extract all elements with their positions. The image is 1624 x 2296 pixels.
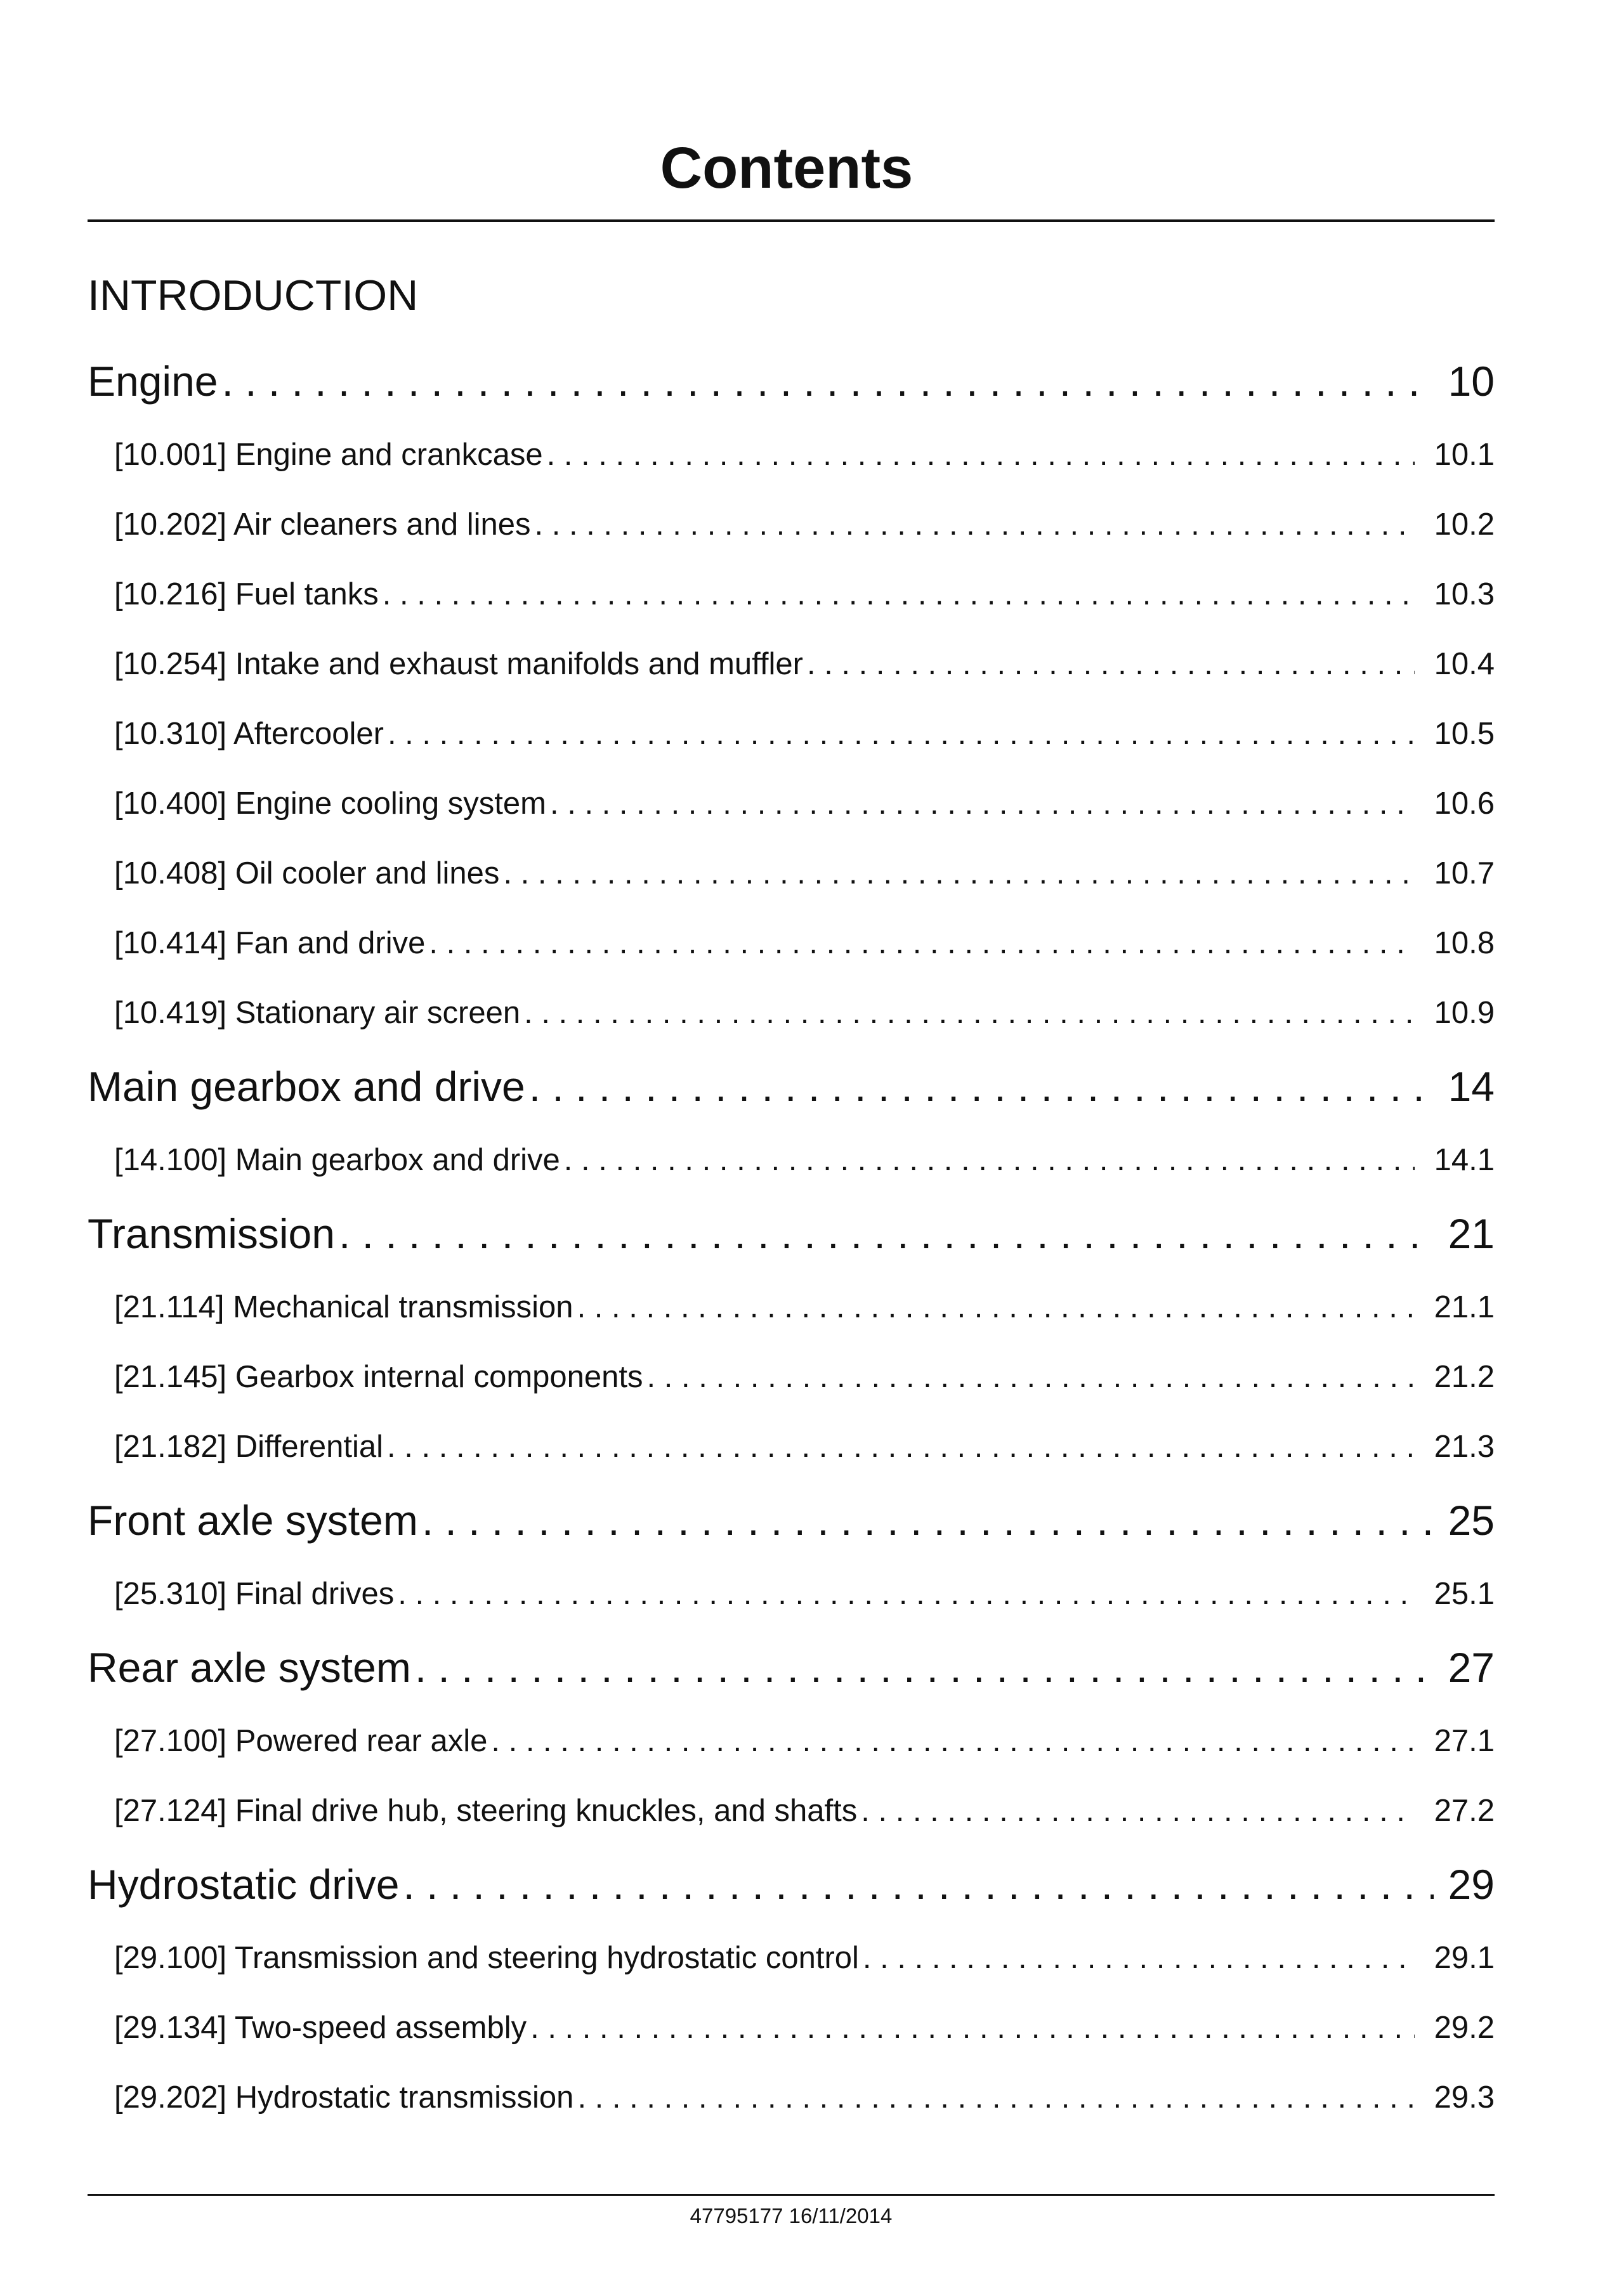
toc-item-entry[interactable]	[88, 1125, 1495, 1195]
header-rule	[88, 219, 1495, 222]
dot-leader	[564, 1125, 1415, 1195]
toc-item-title: [10.001] Engine and crankcase	[114, 438, 543, 472]
toc-section-entry[interactable]	[88, 1195, 1495, 1272]
toc-item-page: 10.4	[1434, 647, 1495, 681]
toc-section-title: Main gearbox and drive	[88, 1063, 525, 1110]
toc-section-entry[interactable]	[88, 342, 1495, 420]
toc-item-title: [10.254] Intake and exhaust manifolds and muffler	[114, 647, 803, 681]
toc-item-page: 25.1	[1434, 1577, 1495, 1611]
dot-leader	[647, 1342, 1415, 1412]
dot-leader	[524, 978, 1415, 1048]
toc-item-title: [29.134] Two-speed assembly	[114, 2011, 527, 2045]
toc-item-title: [21.114] Mechanical transmission	[114, 1290, 573, 1324]
dot-leader	[547, 420, 1415, 490]
dot-leader	[388, 699, 1415, 769]
toc-item-entry[interactable]	[88, 1776, 1495, 1846]
toc-item-page: 10.8	[1434, 926, 1495, 960]
toc-item-title: [29.202] Hydrostatic transmission	[114, 2080, 574, 2115]
dot-leader	[534, 490, 1415, 559]
dot-leader	[550, 769, 1415, 838]
toc-section-page: 21	[1448, 1210, 1495, 1257]
toc-item-page: 10.1	[1434, 438, 1495, 472]
toc-item-title: [14.100] Main gearbox and drive	[114, 1143, 560, 1177]
toc-section-title: Transmission	[88, 1210, 335, 1257]
toc-item-entry[interactable]	[88, 769, 1495, 838]
toc-item-title: [10.202] Air cleaners and lines	[114, 507, 531, 542]
toc-item-entry[interactable]	[88, 629, 1495, 699]
toc-item-page: 29.1	[1434, 1941, 1495, 1975]
toc-section-entry[interactable]	[88, 1846, 1495, 1923]
toc-section-title: Front axle system	[88, 1497, 418, 1544]
dot-leader	[491, 1706, 1415, 1776]
toc-item-title: [10.419] Stationary air screen	[114, 996, 521, 1030]
toc-item-page: 29.3	[1434, 2080, 1495, 2115]
toc-item-title: [10.310] Aftercooler	[114, 717, 384, 751]
toc-section-entry[interactable]	[88, 1048, 1495, 1125]
toc-section-page: 27	[1448, 1644, 1495, 1691]
toc-item-entry[interactable]	[88, 1923, 1495, 1993]
toc-item-title: [21.182] Differential	[114, 1430, 384, 1464]
toc-item-entry[interactable]	[88, 1559, 1495, 1629]
toc-item-entry[interactable]	[88, 1412, 1495, 1482]
dot-leader	[530, 1993, 1415, 2063]
toc-item-page: 10.6	[1434, 786, 1495, 821]
toc-item-title: [27.100] Powered rear axle	[114, 1724, 488, 1758]
dot-leader	[529, 1048, 1434, 1125]
toc-item-title: [10.216] Fuel tanks	[114, 577, 379, 611]
toc-item-title: [25.310] Final drives	[114, 1577, 395, 1611]
toc-item-entry[interactable]	[88, 1272, 1495, 1342]
toc-item-page: 21.3	[1434, 1430, 1495, 1464]
dot-leader	[577, 1272, 1415, 1342]
toc-item-entry[interactable]	[88, 420, 1495, 490]
toc-item-entry[interactable]	[88, 838, 1495, 908]
toc-item-entry[interactable]	[88, 1706, 1495, 1776]
toc-item-page: 10.5	[1434, 717, 1495, 751]
dot-leader	[422, 1482, 1434, 1559]
toc-item-page: 21.2	[1434, 1360, 1495, 1394]
page-title: Contents	[660, 136, 914, 200]
dot-leader	[863, 1923, 1415, 1993]
dot-leader	[339, 1195, 1434, 1272]
toc-item-page: 27.1	[1434, 1724, 1495, 1758]
dot-leader	[222, 342, 1434, 420]
footer-rule	[88, 2194, 1495, 2196]
toc-section-title: Engine	[88, 358, 218, 405]
introduction-heading: INTRODUCTION	[88, 271, 419, 320]
toc-item-page: 10.2	[1434, 507, 1495, 542]
toc-section-title: Rear axle system	[88, 1644, 411, 1691]
toc-section-page: 29	[1448, 1861, 1495, 1908]
toc-item-title: [27.124] Final drive hub, steering knuckles, and shafts	[114, 1794, 858, 1828]
toc-item-entry[interactable]	[88, 1342, 1495, 1412]
toc-item-entry[interactable]	[88, 1993, 1495, 2063]
dot-leader	[807, 629, 1415, 699]
toc-item-page: 10.7	[1434, 856, 1495, 890]
toc-item-title: [29.100] Transmission and steering hydrostatic control	[114, 1941, 859, 1975]
toc-item-title: [10.408] Oil cooler and lines	[114, 856, 500, 890]
dot-leader	[403, 1846, 1434, 1923]
toc-item-page: 27.2	[1434, 1794, 1495, 1828]
toc-item-title: [10.400] Engine cooling system	[114, 786, 546, 821]
toc-item-entry[interactable]	[88, 908, 1495, 978]
toc-item-entry[interactable]	[88, 2063, 1495, 2132]
dot-leader	[577, 2063, 1415, 2132]
toc-item-entry[interactable]	[88, 978, 1495, 1048]
toc-item-entry[interactable]	[88, 559, 1495, 629]
toc-item-entry[interactable]	[88, 490, 1495, 559]
dot-leader	[861, 1776, 1415, 1846]
toc-item-title: [21.145] Gearbox internal components	[114, 1360, 643, 1394]
toc-item-title: [10.414] Fan and drive	[114, 926, 426, 960]
toc-item-page: 21.1	[1434, 1290, 1495, 1324]
toc-section-page: 25	[1448, 1497, 1495, 1544]
toc-item-entry[interactable]	[88, 699, 1495, 769]
toc-item-page: 10.9	[1434, 996, 1495, 1030]
toc-item-page: 10.3	[1434, 577, 1495, 611]
toc-section-title: Hydrostatic drive	[88, 1861, 400, 1908]
footer-doc-number: 47795177 16/11/2014	[690, 2204, 893, 2228]
dot-leader	[398, 1559, 1415, 1629]
toc-item-page: 29.2	[1434, 2011, 1495, 2045]
toc-section-entry[interactable]	[88, 1482, 1495, 1559]
toc-section-page: 14	[1448, 1063, 1495, 1110]
toc-section-page: 10	[1448, 358, 1495, 405]
toc-section-entry[interactable]	[88, 1629, 1495, 1706]
dot-leader	[383, 559, 1415, 629]
dot-leader	[415, 1629, 1434, 1706]
dot-leader	[387, 1412, 1415, 1482]
dot-leader	[429, 908, 1415, 978]
toc-item-page: 14.1	[1434, 1143, 1495, 1177]
dot-leader	[503, 838, 1415, 908]
table-of-contents	[88, 342, 1495, 2132]
